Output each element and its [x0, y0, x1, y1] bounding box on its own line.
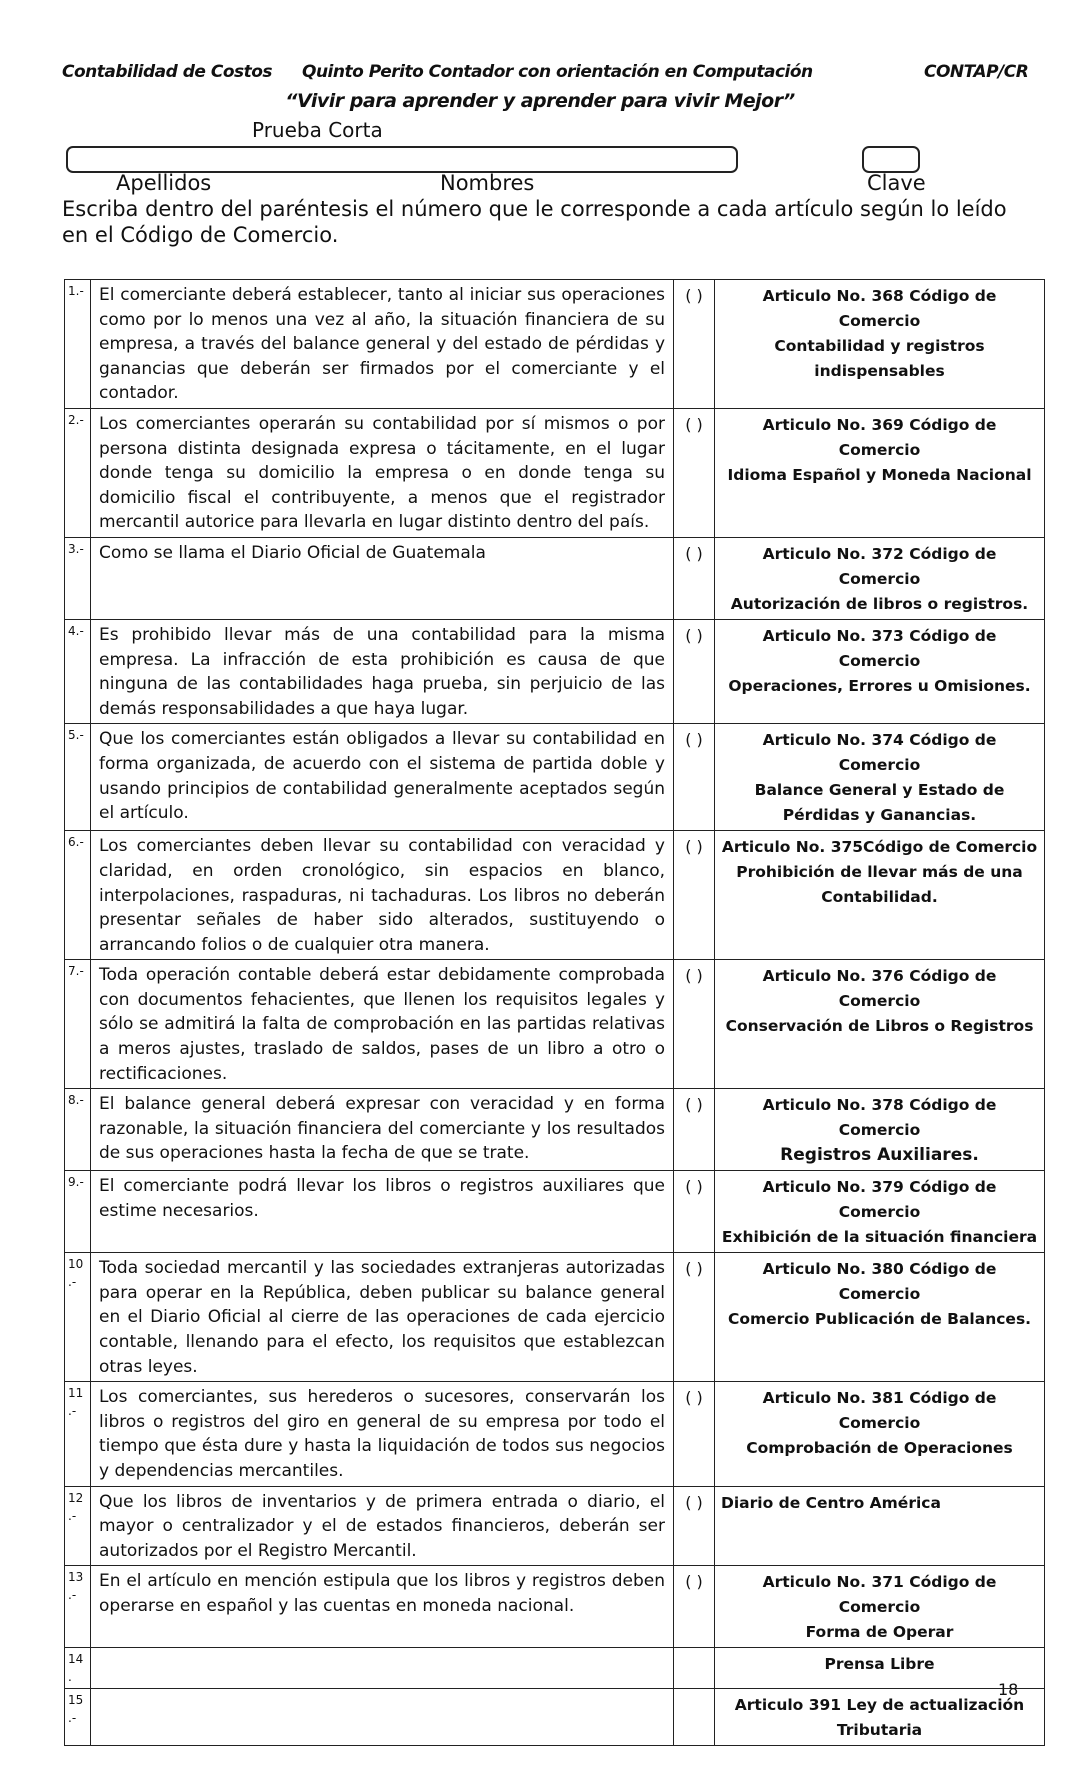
table-row: [65, 960, 1045, 1089]
article-cell: [715, 1486, 1045, 1566]
article-title: Prensa Libre: [824, 1655, 935, 1674]
answer-paren[interactable]: ( ): [674, 1382, 715, 1486]
answer-paren[interactable]: ( ): [674, 1171, 715, 1253]
item-number: 2.-: [65, 408, 91, 537]
article-subtitle: Idioma Español y Moneda Nacional: [727, 465, 1032, 484]
item-number: 14 .: [65, 1648, 91, 1689]
table-row: [65, 1089, 1045, 1171]
first-names-label: Nombres: [440, 171, 535, 195]
article-cell: [715, 1171, 1045, 1253]
article-cell: [715, 1382, 1045, 1486]
item-number: 12 .-: [65, 1486, 91, 1566]
item-text: El balance general deberá expresar con veracidad y en forma razonable, la situación financiera del comerciante y los resultados de sus operaciones hasta la fecha de que se trate.: [91, 1089, 674, 1171]
article-subtitle: Prohibición de llevar más de una Contabilidad.: [736, 863, 1023, 907]
table-row: [65, 1486, 1045, 1566]
article-subtitle: Exhibición de la situación financiera: [721, 1228, 1038, 1247]
item-number: 8.-: [65, 1089, 91, 1171]
article-title: Articulo No. 373 Código de Comercio: [762, 626, 997, 670]
answer-paren[interactable]: ( ): [674, 831, 715, 960]
article-cell: [715, 1566, 1045, 1648]
article-title: Articulo No. 374 Código de Comercio: [762, 731, 997, 775]
answer-paren[interactable]: ( ): [674, 537, 715, 619]
item-text: Que los libros de inventarios y de primera entrada o diario, el mayor o centralizador y el de estados financieros, deberán ser autorizados por el Registro Mercantil.: [91, 1486, 674, 1566]
item-number: 5.-: [65, 724, 91, 831]
item-number: 4.-: [65, 619, 91, 723]
item-text: [91, 1689, 674, 1746]
table-row: [65, 537, 1045, 619]
item-text: En el artículo en mención estipula que los libros y registros deben operarse en español y las cuentas en moneda nacional.: [91, 1566, 674, 1648]
item-number: 9.-: [65, 1171, 91, 1253]
item-text: [91, 1648, 674, 1689]
article-title: Articulo No. 379 Código de Comercio: [762, 1178, 997, 1222]
brand-header: CONTAP/CR: [924, 62, 1029, 82]
article-title: Articulo No. 381 Código de Comercio: [762, 1389, 997, 1433]
key-field[interactable]: [862, 146, 920, 173]
table-row: [65, 1689, 1045, 1746]
item-text: El comerciante deberá establecer, tanto al iniciar sus operaciones como por lo menos una vez al año, la situación financiera de su empresa, a través del balance general y del estado de pérdidas y ganancias que deberán ser firmados por el comerciante y el contador.: [91, 280, 674, 409]
article-cell: [715, 1648, 1045, 1689]
article-cell: [715, 1253, 1045, 1382]
item-number: 7.-: [65, 960, 91, 1089]
article-cell: [715, 831, 1045, 960]
test-title: Prueba Corta: [252, 118, 383, 142]
motto: “Vivir para aprender y aprender para vivir Mejor”: [285, 90, 795, 112]
article-subtitle: Autorización de libros o registros.: [730, 594, 1029, 613]
item-text: Es prohibido llevar más de una contabilidad para la misma empresa. La infracción de esta prohibición es causa de que ninguna de las contabilidades haga prueba, sin perjuicio de las demás responsabilidades a que haya lugar.: [91, 619, 674, 723]
subject-header: Contabilidad de Costos: [62, 62, 273, 82]
article-title: Articulo No. 378 Código de Comercio: [762, 1096, 997, 1140]
answer-paren[interactable]: ( ): [674, 619, 715, 723]
article-title: Articulo No. 380 Código de Comercio: [762, 1260, 997, 1304]
article-subtitle: Operaciones, Errores u Omisiones.: [728, 676, 1031, 695]
article-title: Diario de Centro América: [721, 1493, 941, 1512]
answer-paren[interactable]: ( ): [674, 724, 715, 831]
answer-paren[interactable]: ( ): [674, 280, 715, 409]
page-number: 18: [998, 1680, 1019, 1699]
instructions: Escriba dentro del paréntesis el número que le corresponde a cada artículo según lo leído en el Código de Comercio.: [62, 197, 1007, 247]
table-row: [65, 280, 1045, 409]
article-subtitle: Registros Auxiliares.: [780, 1145, 979, 1166]
article-cell: [715, 280, 1045, 409]
article-subtitle: Forma de Operar: [805, 1623, 954, 1642]
table-row: [65, 831, 1045, 960]
table-row: [65, 1566, 1045, 1648]
answer-paren[interactable]: [674, 1648, 715, 1689]
answer-paren[interactable]: ( ): [674, 1089, 715, 1171]
article-title: Articulo No. 369 Código de Comercio: [762, 415, 997, 459]
name-field[interactable]: [66, 146, 738, 173]
table-row: [65, 1382, 1045, 1486]
article-subtitle: Comprobación de Operaciones: [746, 1439, 1013, 1458]
article-title: Articulo No. 376 Código de Comercio: [762, 967, 997, 1011]
table-row: [65, 1171, 1045, 1253]
article-cell: [715, 408, 1045, 537]
article-title: Articulo No. 371 Código de Comercio: [762, 1573, 997, 1617]
article-subtitle: Balance General y Estado de Pérdidas y Ganancias.: [754, 781, 1005, 825]
article-subtitle: Conservación de Libros o Registros: [725, 1017, 1034, 1036]
table-row: [65, 408, 1045, 537]
program-header: Quinto Perito Contador con orientación en Computación: [302, 62, 813, 82]
item-text: Los comerciantes deben llevar su contabilidad con veracidad y claridad, en orden cronológico, sin espacios en blanco, interpolaciones, raspaduras, ni tachaduras. Los libros no deberán presentar señales de haber sido alterados, sustituyendo o arrancando folios o de cualquier otra manera.: [91, 831, 674, 960]
item-text: Los comerciantes operarán su contabilidad por sí mismos o por persona distinta designada expresa o tácitamente, en el lugar donde tenga su domicilio la empresa o en donde tenga su domicilio fiscal el contribuyente, a menos que el registrador mercantil autorice para llevarla en lugar distinto dentro del país.: [91, 408, 674, 537]
answer-paren[interactable]: ( ): [674, 1253, 715, 1382]
article-title: Articulo No. 375Código de Comercio: [721, 838, 1038, 857]
item-number: 10 .-: [65, 1253, 91, 1382]
table-row: [65, 1253, 1045, 1382]
article-title: Articulo 391 Ley de actualización Tributaria: [734, 1696, 1025, 1740]
matching-table: [64, 279, 1045, 1746]
article-cell: [715, 537, 1045, 619]
article-cell: [715, 619, 1045, 723]
answer-paren[interactable]: ( ): [674, 1486, 715, 1566]
table-row: [65, 619, 1045, 723]
article-cell: [715, 1689, 1045, 1746]
table-row: [65, 724, 1045, 831]
answer-paren[interactable]: ( ): [674, 960, 715, 1089]
item-text: Como se llama el Diario Oficial de Guatemala: [91, 537, 674, 619]
article-title: Articulo No. 368 Código de Comercio: [762, 287, 997, 330]
article-cell: [715, 724, 1045, 831]
item-text: Los comerciantes, sus herederos o sucesores, conservarán los libros o registros del giro en general de su empresa por todo el tiempo que ésta dure y hasta la liquidación de todos sus negocios y dependencias mercantiles.: [91, 1382, 674, 1486]
item-text: Que los comerciantes están obligados a llevar su contabilidad en forma organizada, de acuerdo con el sistema de partida doble y usando principios de contabilidad generalmente aceptados según el artículo.: [91, 724, 674, 831]
item-number: 3.-: [65, 537, 91, 619]
item-number: 1.-: [65, 280, 91, 409]
item-text: Toda sociedad mercantil y las sociedades extranjeras autorizadas para operar en la República, deben publicar su balance general en el Diario Oficial al cierre de las operaciones de cada ejercicio contable, llenando para el efecto, los requisitos que establezcan otras leyes.: [91, 1253, 674, 1382]
table-row: [65, 1648, 1045, 1689]
item-number: 13 .-: [65, 1566, 91, 1648]
article-cell: [715, 1089, 1045, 1171]
article-subtitle: Contabilidad y registros indispensables: [774, 337, 985, 380]
item-text: Toda operación contable deberá estar debidamente comprobada con documentos fehacientes, que llenen los requisitos legales y sólo se admitirá la falta de comprobación en las partidas relativas a meros ajustes, traslado de saldos, pases de un libro a otro o rectificaciones.: [91, 960, 674, 1089]
item-number: 15 .-: [65, 1689, 91, 1746]
answer-paren[interactable]: [674, 1689, 715, 1746]
answer-paren[interactable]: ( ): [674, 1566, 715, 1648]
item-number: 6.-: [65, 831, 91, 960]
answer-paren[interactable]: ( ): [674, 408, 715, 537]
item-number: 11 .-: [65, 1382, 91, 1486]
key-label: Clave: [867, 171, 926, 195]
article-cell: [715, 960, 1045, 1089]
last-names-label: Apellidos: [116, 171, 212, 195]
article-subtitle: Comercio Publicación de Balances.: [727, 1310, 1032, 1329]
item-text: El comerciante podrá llevar los libros o registros auxiliares que estime necesarios.: [91, 1171, 674, 1253]
article-title: Articulo No. 372 Código de Comercio: [762, 544, 997, 588]
